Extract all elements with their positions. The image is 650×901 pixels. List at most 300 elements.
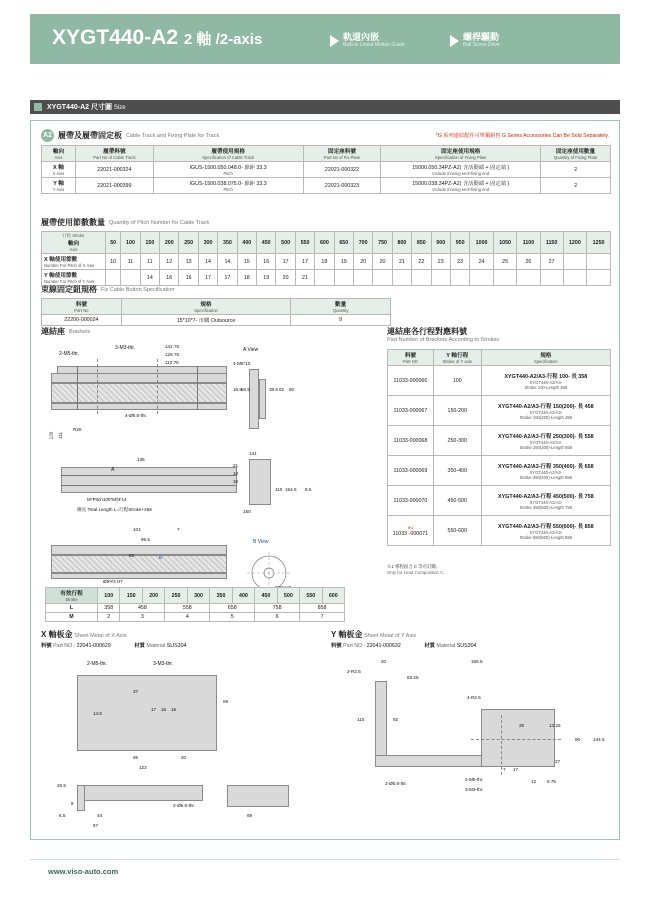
sheet-x-material: SUS304 bbox=[166, 643, 187, 649]
cell-pitch: 20 bbox=[276, 270, 295, 286]
cell-pitch bbox=[563, 254, 587, 270]
cell-track-spec-en: Pitch bbox=[223, 187, 233, 192]
cell-axis-cn: X 軸 bbox=[53, 165, 64, 171]
cell-pitch bbox=[412, 270, 431, 286]
badge-a2: A2 bbox=[41, 129, 54, 142]
table-row bbox=[42, 162, 611, 178]
cell-pitch bbox=[493, 270, 517, 286]
cell-bracket-spec bbox=[481, 396, 610, 426]
bracket-drawing bbox=[37, 339, 377, 629]
th-spec-cn: 規格 bbox=[200, 302, 212, 308]
cell-m-value: 3 bbox=[120, 613, 165, 622]
dim-104: 104 bbox=[133, 527, 141, 532]
cell-axis-cn: Y 軸 bbox=[53, 181, 64, 187]
spec-en2: Stroke 550(600)-Length 858 bbox=[519, 534, 572, 540]
brackets-heading bbox=[41, 326, 90, 337]
cell-bracket-part-no: 11033-000069 bbox=[388, 456, 434, 486]
table-row bbox=[388, 366, 611, 396]
cell-pitch: 18 bbox=[315, 254, 334, 270]
sheet-y-meta bbox=[331, 641, 476, 649]
x-plate-end-view bbox=[227, 785, 289, 807]
th-axis-en: Axis bbox=[54, 155, 63, 160]
cell-bracket-spec bbox=[481, 366, 610, 396]
brackets-title-cn: 連結座 bbox=[41, 327, 65, 336]
th-stroke-1100: 1100 bbox=[517, 232, 540, 254]
button-spec-title-cn: 束線固定鈕規格 bbox=[41, 285, 97, 294]
dim-2-m5-thr: 2-M5-thr. bbox=[59, 351, 80, 357]
dim-83-25: 83.25 bbox=[407, 675, 419, 680]
bracket-table-heading bbox=[387, 326, 499, 343]
th-part-no-en: Part No bbox=[74, 308, 89, 313]
th-bracket-1 bbox=[433, 350, 481, 366]
dim-16: 16 bbox=[161, 707, 167, 712]
dim-25: 25 bbox=[519, 723, 525, 728]
sheet-x-title-en: Sheet Metal of X Axis bbox=[74, 633, 127, 639]
cell-fix-qty: 2 bbox=[541, 162, 611, 178]
th-stroke-50: 50 bbox=[106, 232, 121, 254]
cell-pitch: 16 bbox=[179, 270, 198, 286]
th-spec-en: Specification bbox=[194, 308, 218, 313]
sheet-x-part-label-cn: 料號 bbox=[41, 643, 52, 649]
footnote-cn: ※1 導程組合 C 等可訂購。 bbox=[387, 564, 441, 569]
table-row bbox=[388, 456, 611, 486]
dim-62: 62 bbox=[279, 387, 285, 392]
cell-l-value: 858 bbox=[300, 604, 345, 613]
th-stroke-1200: 1200 bbox=[563, 232, 587, 254]
feature-ball-screw bbox=[450, 32, 500, 49]
dim-8: 8 bbox=[71, 801, 74, 806]
cell-pitch: 21 bbox=[295, 270, 314, 286]
th-qty-cn: 數量 bbox=[335, 302, 347, 308]
dim-20: 20 bbox=[181, 755, 187, 760]
table-header-row bbox=[388, 350, 611, 366]
dim-12: 12 bbox=[531, 779, 537, 784]
spec-cn: XYGT440-A2/A3-行程 550(600)- 長 858 bbox=[498, 523, 594, 530]
sheet-x-heading bbox=[41, 629, 127, 640]
dim-69: 69 bbox=[223, 699, 229, 704]
model-subtitle: 2 軸 /2-axis bbox=[183, 31, 263, 48]
button-spec-heading bbox=[41, 284, 174, 295]
x-plate-side bbox=[77, 785, 203, 801]
cell-pitch: 11 bbox=[140, 254, 159, 270]
cell-l-value: 758 bbox=[255, 604, 300, 613]
page-header bbox=[0, 0, 650, 78]
dim-166-5: 166.5 bbox=[471, 659, 483, 664]
dim-17: 17 bbox=[513, 767, 519, 772]
th-stroke-950: 950 bbox=[450, 232, 469, 254]
th-stroke-150: 150 bbox=[140, 232, 159, 254]
pitch-title-en: Quantity of Pitch Number for Cable Track bbox=[109, 219, 210, 226]
centerline bbox=[97, 359, 98, 414]
dim-2-m5-thr: 2-M5-thr. bbox=[87, 661, 108, 667]
cell-track-spec bbox=[153, 178, 303, 194]
spec-en1: XYGT440-A2/A3- bbox=[529, 469, 563, 475]
th-bracket-0 bbox=[388, 350, 434, 366]
cell-pitch: 12 bbox=[160, 254, 179, 270]
a-view-profile bbox=[249, 369, 259, 429]
dim-27: 27 bbox=[555, 759, 561, 764]
th-stroke-250: 250 bbox=[179, 232, 198, 254]
dim-r20: R20 bbox=[73, 427, 82, 432]
spec-cn: XYGT440-A2/A3-行程 150(200)- 長 458 bbox=[498, 403, 594, 410]
cell-fix-spec-cn: 15000.050.34PZ-A2( 含活動端 + 固定端 ) bbox=[412, 165, 510, 171]
th-qty-en: Quantity bbox=[332, 308, 349, 313]
cell-pitch: 20 bbox=[373, 254, 392, 270]
cell-m-label: M bbox=[46, 613, 98, 622]
cell-row-label bbox=[42, 254, 106, 270]
cell-axis bbox=[42, 162, 76, 178]
sheet-x-title-cn: X 軸板金 bbox=[41, 630, 73, 639]
lower-rail-top bbox=[51, 545, 227, 555]
centerline bbox=[471, 739, 561, 740]
dim-13: 13 bbox=[233, 471, 239, 476]
dim-4-o6-5-thr: 4-Ø6.5-thr. bbox=[125, 413, 147, 418]
dim-17: 17 bbox=[151, 707, 157, 712]
row-label-cn: X 軸使用節數 bbox=[44, 257, 78, 263]
centerline bbox=[157, 359, 158, 414]
cell-pitch: 19 bbox=[257, 270, 276, 286]
cell-axis-en: X Axis bbox=[52, 171, 65, 176]
sheet-y-part-no: 22041-000632 bbox=[366, 643, 401, 649]
cell-m-value: 7 bbox=[300, 613, 345, 622]
cell-l-value: 558 bbox=[165, 604, 210, 613]
dim-14-5: 14.5 bbox=[93, 711, 102, 716]
dim-123: 123 bbox=[139, 765, 147, 770]
table-row bbox=[388, 426, 611, 456]
cell-pitch: 23 bbox=[450, 254, 469, 270]
cable-track-note: *G 系列連結配件可單獨銷售 G Series Accessories Can Be Sold Separately. bbox=[435, 133, 609, 139]
cell-pitch: 26 bbox=[517, 254, 540, 270]
th-stroke-cn: 行程 Stroke bbox=[62, 233, 85, 238]
button-spec-table bbox=[41, 298, 391, 326]
dim-16b: 16 bbox=[171, 707, 177, 712]
th-track-pn-cn: 履帶料號 bbox=[103, 149, 126, 155]
th-axis-stroke bbox=[42, 232, 106, 254]
sheet-x-drawing bbox=[41, 655, 321, 835]
th-spec bbox=[121, 299, 290, 315]
spec-en2: Stroke 250(300)-Length 558 bbox=[519, 444, 572, 450]
label-a-view: A View bbox=[243, 347, 259, 353]
cell-fix-spec bbox=[381, 178, 541, 194]
cell-bracket-stroke: 150-200 bbox=[433, 396, 481, 426]
section-title-bar bbox=[30, 100, 620, 114]
section-marker-icon bbox=[34, 103, 42, 111]
table-row bbox=[388, 396, 611, 426]
cell-pitch: 21 bbox=[392, 254, 411, 270]
marker-b: B bbox=[159, 555, 163, 560]
footnote-marker: ※1 bbox=[407, 524, 414, 530]
feature-linear-guide bbox=[330, 32, 405, 49]
th-axis-cn: 軸向 bbox=[67, 241, 80, 247]
th-eff-cn: 有效行程 bbox=[60, 591, 83, 597]
cell-track-spec bbox=[153, 162, 303, 178]
rail-divider bbox=[77, 366, 78, 410]
row-label-en: Number For Pitch of Y Axis bbox=[44, 279, 95, 284]
cell-pitch: 16 bbox=[160, 270, 179, 286]
th-stroke-450: 450 bbox=[255, 588, 277, 604]
dim-37: 37 bbox=[133, 689, 139, 694]
cell-pitch: 17 bbox=[276, 254, 295, 270]
th-stroke-500: 500 bbox=[277, 588, 299, 604]
table-row bbox=[42, 315, 391, 326]
sheet-y-part-label-en: Part NO : bbox=[343, 643, 366, 649]
cell-pitch bbox=[353, 270, 372, 286]
cell-bracket-stroke: 450-500 bbox=[433, 486, 481, 516]
th-stroke-700: 700 bbox=[353, 232, 372, 254]
th-cn: 規格 bbox=[540, 353, 552, 359]
dim-26-5: 26.5 bbox=[57, 783, 66, 788]
cell-pitch bbox=[587, 270, 611, 286]
cable-track-table bbox=[41, 145, 611, 194]
dim-95: 95 bbox=[133, 755, 139, 760]
button-spec-title-en: Fix Cable Button Specification bbox=[101, 286, 175, 293]
sheet-y-part-label-cn: 料號 bbox=[331, 643, 342, 649]
th-cn: 料號 bbox=[404, 353, 417, 359]
spec-en2: Stroke 450(500)-Length 758 bbox=[519, 504, 572, 510]
sheet-y-mat-label-cn: 材質 bbox=[424, 643, 435, 649]
th-track-spec bbox=[153, 146, 303, 162]
cell-pitch: 14 bbox=[198, 254, 217, 270]
dim-16-5: 16.5 bbox=[233, 387, 242, 392]
feature-label-en: Built-in Linear Motion Guide bbox=[343, 42, 405, 48]
cell-pitch bbox=[392, 270, 411, 286]
th-eff-en: Stroke bbox=[65, 597, 78, 602]
dim-50-5: 50.5 bbox=[241, 387, 250, 392]
dim-21: 21 bbox=[233, 463, 239, 468]
th-stroke-1150: 1150 bbox=[540, 232, 563, 254]
footnote-en: Only for Lead Composition C. bbox=[387, 570, 445, 575]
cell-qty: 9 bbox=[291, 315, 391, 326]
table-row bbox=[388, 516, 611, 546]
dim-110: 110 bbox=[357, 717, 365, 722]
cell-bracket-part-no: ※1 11033 -000071 bbox=[388, 516, 434, 546]
cell-fix-spec-en: Include moving end+fixing end bbox=[432, 187, 490, 192]
th-stroke-1050: 1050 bbox=[493, 232, 517, 254]
rail-upper-plate bbox=[57, 366, 227, 374]
dim-8-5: 8.5 bbox=[305, 487, 312, 492]
dim-o6-3-h7: Ø6Ψ3 H7 bbox=[103, 579, 123, 584]
cell-fix-spec bbox=[381, 162, 541, 178]
th-stroke-900: 900 bbox=[431, 232, 450, 254]
th-stroke-300: 300 bbox=[198, 232, 217, 254]
dim-120: 120 bbox=[48, 431, 54, 440]
cell-pitch: 17 bbox=[218, 270, 237, 286]
dim-142-75: 142.75 bbox=[165, 344, 180, 349]
cell-m-value: 4 bbox=[165, 613, 210, 622]
plan-rule bbox=[61, 475, 237, 476]
cell-bracket-part-no: 11033-000066 bbox=[388, 366, 434, 396]
section-title-cn: XYGT440-A2 尺寸圖 bbox=[47, 104, 112, 111]
dim-10: 10 bbox=[233, 479, 239, 484]
header-band bbox=[30, 14, 620, 64]
spec-en2: Stroke 150(200)-Length 458 bbox=[519, 414, 572, 420]
th-fix-spec-en: Specification of Fixing Plate bbox=[435, 155, 487, 160]
cell-track-spec-cn: IGUS-1500.050.048.0- 節距 33.3 bbox=[189, 165, 267, 171]
th-part-no-cn: 料號 bbox=[75, 302, 87, 308]
cell-pitch: 10 bbox=[106, 254, 121, 270]
dim-150: 150 bbox=[243, 509, 251, 514]
cell-pitch: 13 bbox=[179, 254, 198, 270]
sheet-y-material: SUS304 bbox=[456, 643, 477, 649]
a-view-flange bbox=[259, 379, 266, 419]
table-row bbox=[42, 254, 611, 270]
effective-stroke-table bbox=[45, 587, 345, 622]
sheet-y-title-cn: Y 軸板金 bbox=[331, 630, 363, 639]
cell-pitch: 17 bbox=[295, 254, 314, 270]
th-stroke-400: 400 bbox=[232, 588, 254, 604]
th-stroke-550: 550 bbox=[300, 588, 322, 604]
cell-bracket-spec bbox=[481, 426, 610, 456]
table-row bbox=[388, 486, 611, 516]
dim-110: 110 bbox=[275, 487, 283, 492]
spec-cn: XYGT440-A2/A3-行程 350(400)- 長 658 bbox=[498, 463, 594, 470]
brackets-title-en: Brackets bbox=[69, 328, 91, 335]
cell-pitch bbox=[334, 270, 353, 286]
cell-track-spec-cn: IGUS-1500.038.075.0- 節距 33.3 bbox=[189, 181, 267, 187]
plan-body bbox=[61, 467, 237, 493]
th-fix-spec-cn: 固定座使用規格 bbox=[441, 149, 481, 155]
th-stroke-550: 550 bbox=[295, 232, 314, 254]
cell-pitch: 25 bbox=[493, 254, 517, 270]
sheet-x-part-no: 22041-000629 bbox=[76, 643, 111, 649]
cell-bracket-stroke: 350-400 bbox=[433, 456, 481, 486]
dim-4-m5-10: 4-M5*10 bbox=[233, 361, 251, 366]
cell-pitch bbox=[431, 270, 450, 286]
dim-82: 82 bbox=[129, 553, 135, 558]
th-effective-stroke bbox=[46, 588, 98, 604]
sheet-y-mat-label-en: Material bbox=[436, 643, 456, 649]
cell-bracket-part-no: 11033-000067 bbox=[388, 396, 434, 426]
dim-144-5: 144.5 bbox=[593, 737, 605, 742]
dim-total-length: 總長 Total Length L=行程Stroke+258 bbox=[77, 507, 152, 512]
spec-en1: XYGT440-A2/A3- bbox=[529, 379, 563, 385]
dim-7: 7 bbox=[503, 767, 506, 772]
th-axis bbox=[42, 146, 76, 162]
th-fix-pn-cn: 固定座料號 bbox=[327, 149, 356, 155]
th-en: Stroke of Y axis bbox=[442, 359, 472, 364]
th-stroke-100: 100 bbox=[98, 588, 120, 604]
pitch-table bbox=[41, 231, 611, 286]
th-stroke-200: 200 bbox=[160, 232, 179, 254]
cell-pitch: 14 bbox=[218, 254, 237, 270]
th-stroke-850: 850 bbox=[412, 232, 431, 254]
rail-divider bbox=[197, 366, 198, 410]
cell-pitch bbox=[470, 270, 494, 286]
dim-44: 44 bbox=[97, 813, 103, 818]
cell-axis bbox=[42, 178, 76, 194]
spec-en1: XYGT440-A2/A3- bbox=[529, 529, 563, 535]
th-stroke-600: 600 bbox=[315, 232, 334, 254]
cell-pitch: 23 bbox=[431, 254, 450, 270]
th-fix-qty bbox=[541, 146, 611, 162]
th-fix-qty-en: Quantity of Fixing Plate bbox=[553, 155, 598, 160]
sheet-y-heading bbox=[331, 629, 416, 640]
dim-6-5: 6.5 bbox=[59, 813, 66, 818]
table-row bbox=[46, 613, 345, 622]
cable-track-title-cn: 履帶及履帶固定板 bbox=[58, 131, 122, 140]
cell-spec: 15*10*7- 市購 Outsource bbox=[121, 315, 290, 326]
footer-website: www.viso-auto.com bbox=[48, 867, 119, 876]
cell-pitch: 22 bbox=[412, 254, 431, 270]
sheet-x-mat-label-cn: 材質 bbox=[134, 643, 145, 649]
cell-axis-en: Y Axis bbox=[52, 187, 65, 192]
spec-en1: XYGT440-A2/A3- bbox=[529, 439, 563, 445]
th-fix-qty-cn: 固定座使用數量 bbox=[555, 149, 596, 155]
th-en: Part NO bbox=[402, 359, 418, 364]
triangle-icon bbox=[450, 35, 459, 47]
sheet-x-meta bbox=[41, 641, 186, 649]
cell-pitch bbox=[315, 270, 334, 286]
dim-4-r2-5: 4-R2.5 bbox=[467, 695, 481, 700]
spec-en2: Stroke 350(400)-Length 658 bbox=[519, 474, 572, 480]
table-header-row bbox=[42, 146, 611, 162]
th-stroke-800: 800 bbox=[392, 232, 411, 254]
cell-pitch bbox=[517, 270, 540, 286]
cell-l-value: 658 bbox=[210, 604, 255, 613]
th-stroke-250: 250 bbox=[165, 588, 187, 604]
th-stroke-600: 600 bbox=[322, 588, 344, 604]
th-stroke-450: 450 bbox=[257, 232, 276, 254]
x-plate-flange bbox=[77, 785, 85, 811]
cell-bracket-stroke: 100 bbox=[433, 366, 481, 396]
dim-111: 111 bbox=[57, 432, 63, 439]
model-name: XYGT440-A2 bbox=[52, 26, 179, 49]
cell-pitch: 15 bbox=[237, 254, 256, 270]
cell-pitch: 16 bbox=[257, 254, 276, 270]
label-section-a: A bbox=[111, 467, 115, 473]
cell-pitch bbox=[563, 270, 587, 286]
table-row bbox=[46, 604, 345, 613]
bracket-table-footnote bbox=[387, 564, 445, 575]
table-row bbox=[42, 178, 611, 194]
cell-pitch: 17 bbox=[198, 270, 217, 286]
dim-135: 135 bbox=[137, 457, 145, 462]
row-label-cn: Y 軸使用節數 bbox=[44, 273, 78, 279]
th-track-pn-en: Part No of Cable Track bbox=[93, 155, 136, 160]
cell-fix-pn: 22021-000322 bbox=[303, 162, 381, 178]
table-header-row bbox=[42, 232, 611, 254]
lower-rail-bottom bbox=[51, 573, 227, 579]
th-en: Specification bbox=[533, 359, 558, 364]
cable-track-title-en: Cable Track and Fixing Plate for Track bbox=[126, 132, 220, 139]
th-fix-pn-en: Part No of Fix Plate bbox=[323, 155, 361, 160]
cell-fix-qty: 2 bbox=[541, 178, 611, 194]
th-stroke-650: 650 bbox=[334, 232, 353, 254]
cell-pitch bbox=[587, 254, 611, 270]
dim-126-75: 126.75 bbox=[165, 352, 180, 357]
dim-3-m3-thr: 3-M3-thr. bbox=[115, 345, 136, 351]
th-part-no bbox=[42, 299, 122, 315]
cell-fix-pn: 22021-000323 bbox=[303, 178, 381, 194]
th-stroke-500: 500 bbox=[276, 232, 295, 254]
th-stroke-150: 150 bbox=[120, 588, 142, 604]
cell-bracket-stroke: 550-600 bbox=[433, 516, 481, 546]
sheet-y-title-en: Sheet Metal of Y Axis bbox=[364, 633, 417, 639]
dim-90: 90 bbox=[575, 737, 581, 742]
dim-57: 57 bbox=[93, 823, 99, 828]
th-stroke-1250: 1250 bbox=[587, 232, 611, 254]
cell-pitch bbox=[450, 270, 469, 286]
th-track-spec-cn: 履帶使用規格 bbox=[211, 149, 245, 155]
label-b-view: B View bbox=[253, 539, 269, 545]
table-header-row bbox=[46, 588, 345, 604]
spec-en1: XYGT440-A2/A3- bbox=[529, 409, 563, 415]
dim-13-25: 13.25 bbox=[549, 723, 561, 728]
dim-3-m3-thr: 3-M3-thr. bbox=[153, 661, 174, 667]
cell-l-label: L bbox=[46, 604, 98, 613]
sheet-x-mat-label-en: Material bbox=[146, 643, 166, 649]
th-stroke-200: 200 bbox=[142, 588, 164, 604]
